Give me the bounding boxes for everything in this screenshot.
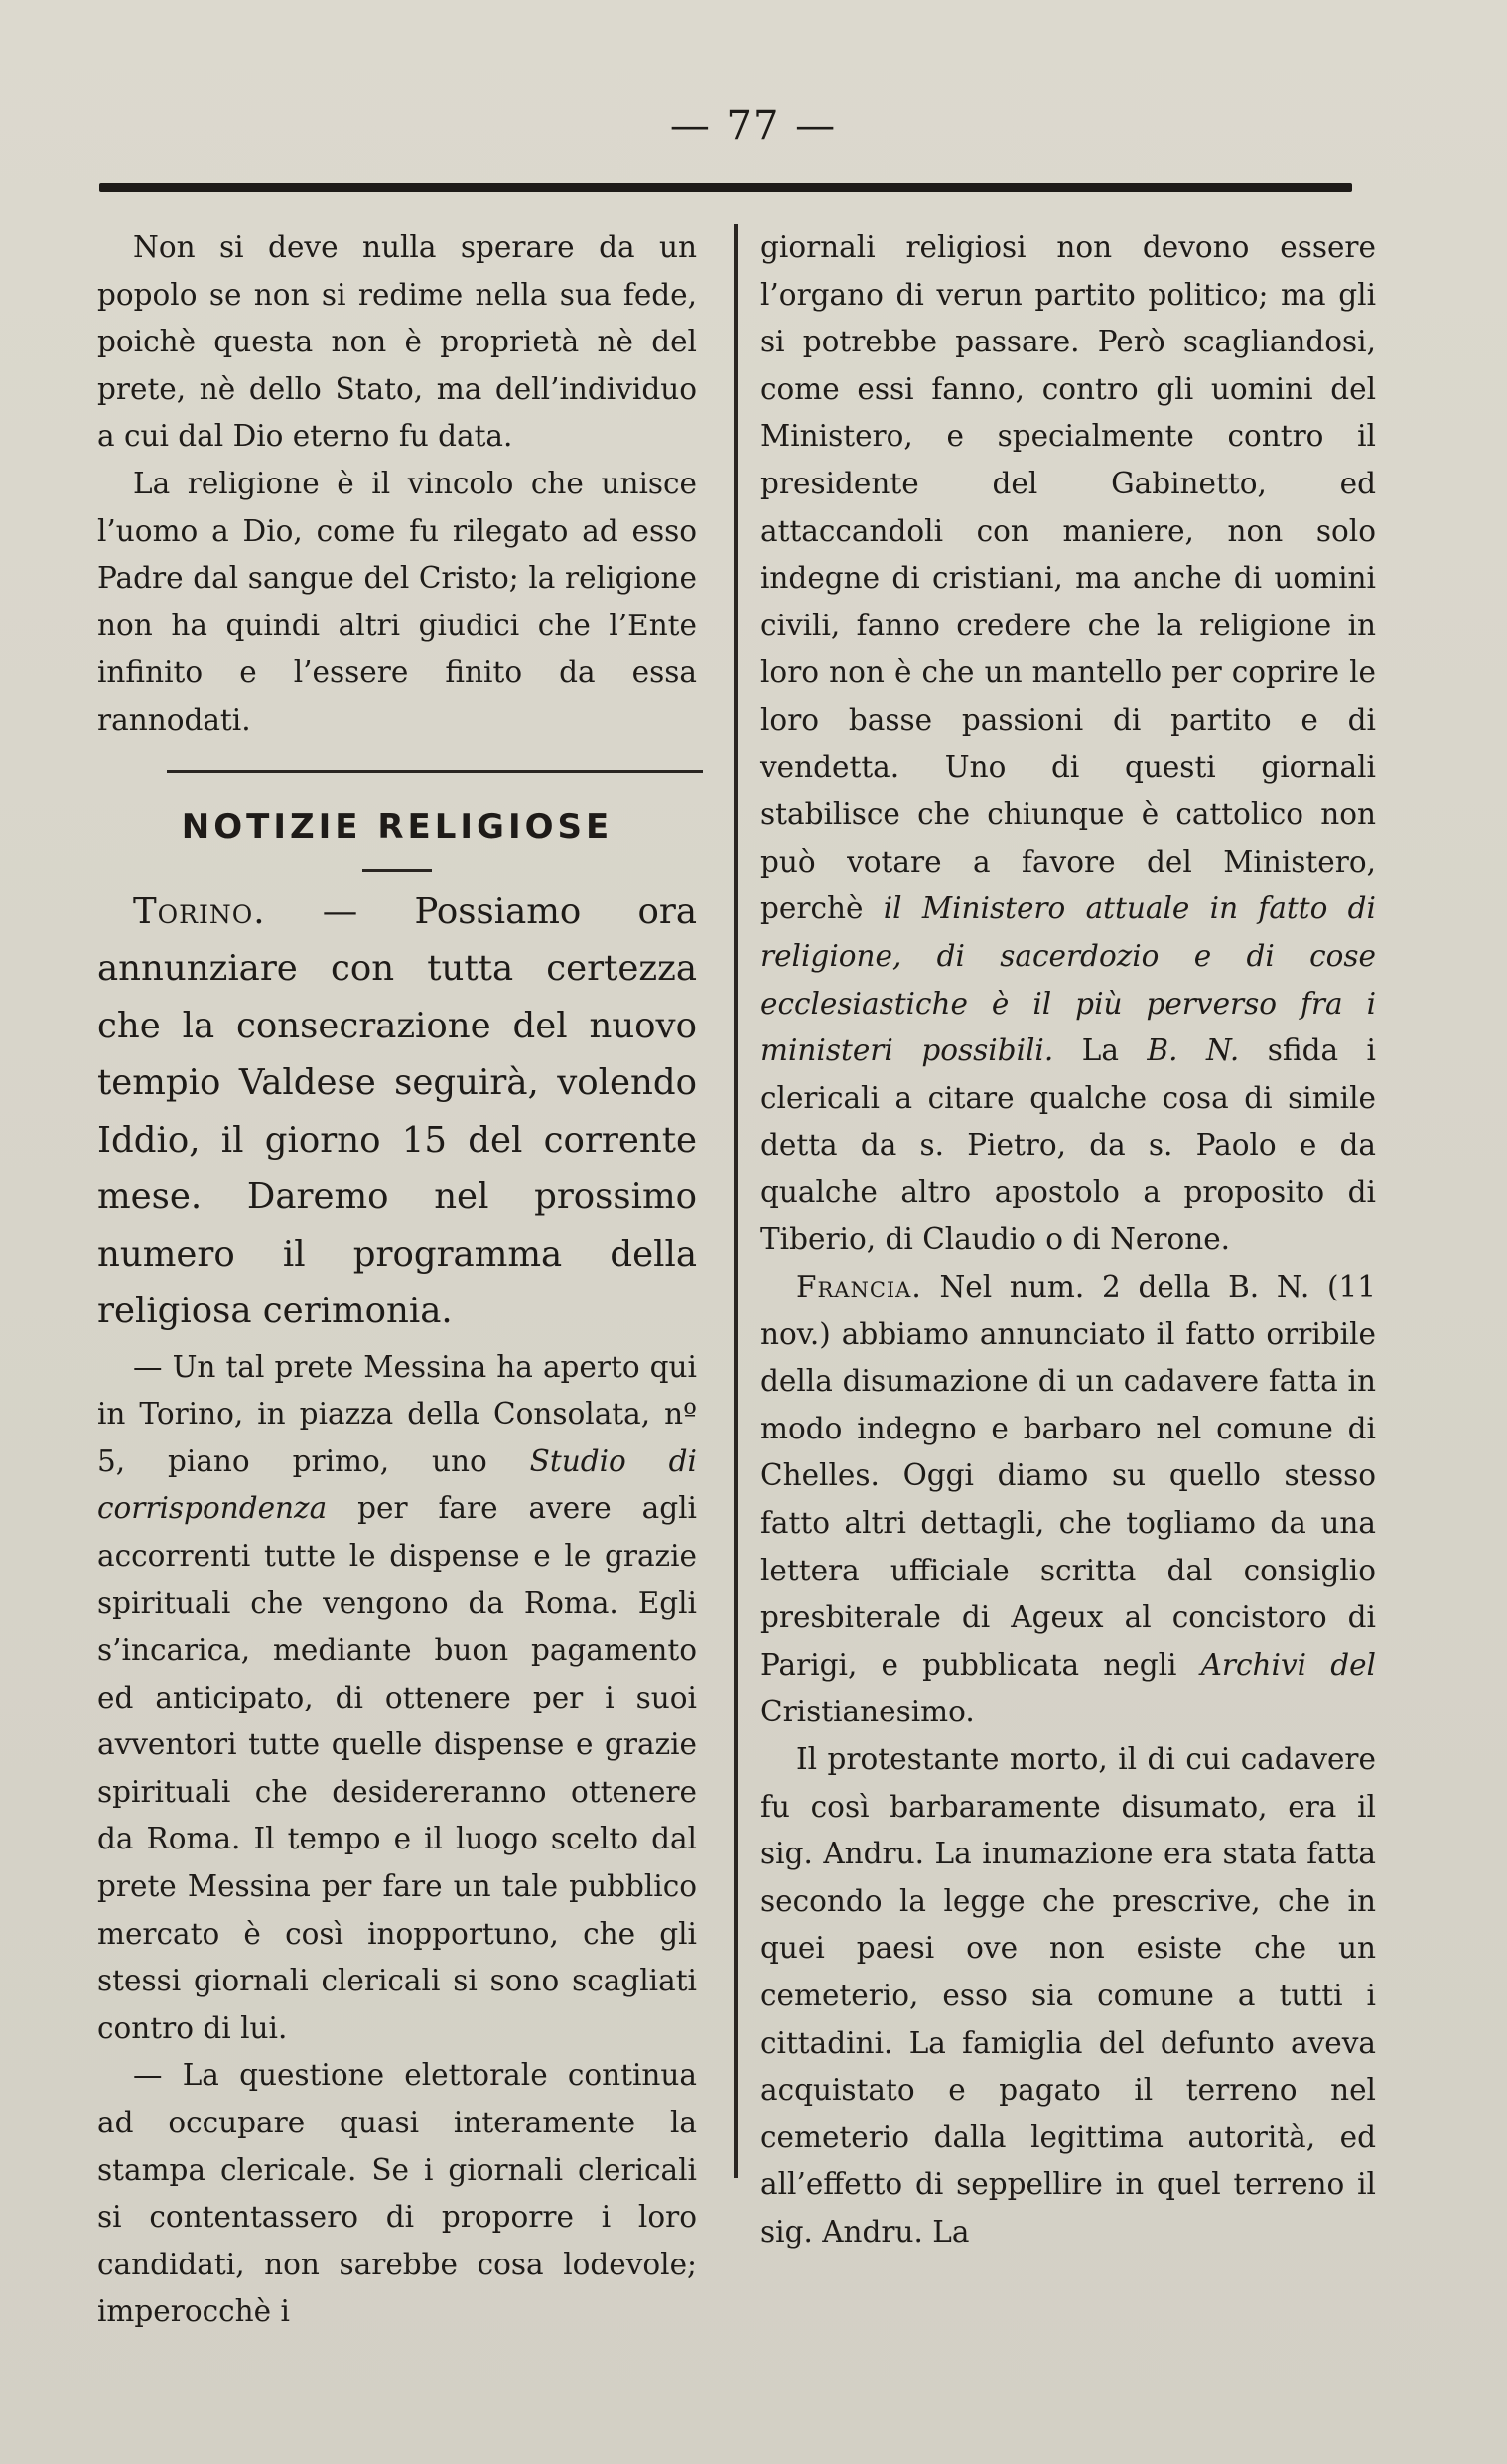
francia-text-italic: Archivi del <box>1200 1647 1376 1682</box>
electoral-news-item: — La questione elettorale continua ad occupare quasi interamente la stampa clericale. Se i giornali clericali si contentassero di proporre i loro candidati, non sarebbe cosa lodevole; imperocchè i <box>97 2058 697 2329</box>
continued-text-part3: sfida i clericali a citare qualche cosa di simile detta da s. Pietro, da s. Paolo e da qualche altro apostolo a proposito di Tiberio, di Claudio o di Nerone. <box>760 1033 1376 1257</box>
intro-paragraph: Non si deve nulla sperare da un popolo se non si redime nella sua fede, poichè questa non è proprietà nè del prete, nè dello Stato, ma dell’individuo a cui dal Dio eterno fu data. <box>97 230 697 454</box>
messina-text-part1: — Un tal prete Messina ha aperto qui in Torino, in piazza della Consolata, nº 5, piano primo, uno <box>97 1349 697 1478</box>
page-number: — 77 — <box>669 103 838 149</box>
messina-text-italic: Studio di corrispondenza <box>97 1443 697 1526</box>
protestant-paragraph: Il protestante morto, il di cui cadavere fu così barbaramente disumato, era il sig. Andru. La inumazione era stata fatta secondo la legge che prescrive, che in quei paesi ove non esiste che un cemeterio, esso sia comune a tutti i cittadini. La famiglia del defunto aveva acquistato e pagato il terreno nel cemeterio dalla legittima autorità, ed all’effetto di seppellire in quel terreno il sig. Andru. La <box>760 1742 1376 2249</box>
column-divider <box>734 224 738 2178</box>
right-column <box>760 224 1376 2257</box>
header-rule <box>99 183 1352 192</box>
section-divider <box>167 770 703 773</box>
messina-news-item <box>97 1344 697 2053</box>
section-title-underline <box>362 869 432 872</box>
left-lower-block <box>97 1344 697 2336</box>
francia-text-part1: Nel num. 2 della B. N. (11 nov.) abbiamo annunciato il fatto orribile della disumazione di un cadavere fatta in modo indegno e barbaro nel comune di Chelles. Oggi diamo su quello stesso fatto altri dettagli, che togliamo da una lettera ufficiale scritta dal consiglio presbiterale di Ageux al concistoro di Parigi, e pubblicata negli <box>760 1270 1376 1682</box>
messina-text-part2: per fare avere agli accorrenti tutte le dispense e le grazie spirituali che vengono da Roma. Egli s’incarica, mediante buon pagamento ed anticipato, di ottenere per i suoi avventori tutte quelle dispense e grazie spirituali che desidereranno ottenere da Roma. Il tempo e il luogo scelto dal prete Messina per fare un tale pubblico mercato è così inopportuno, che gli stessi giornali clericali si sono scagliati contro di lui. <box>97 1491 697 2045</box>
section-title: NOTIZIE RELIGIOSE <box>181 806 614 847</box>
torino-news-item <box>97 884 697 1340</box>
francia-news-item <box>760 1264 1376 1736</box>
continued-text-part2: La <box>1053 1033 1148 1068</box>
torino-text: — Possiamo ora annunziare con tutta certezza che la consecrazione del nuovo tempio Valdese seguirà, volendo Iddio, il giorno 15 del corrente mese. Daremo nel prossimo numero il programma della religiosa cerimonia. <box>97 890 697 1332</box>
continued-text-italic: il Ministero attuale in fatto di religione, di sacerdozio e di cose ecclesiastiche è il più perverso fra i ministeri possibili. <box>760 891 1376 1068</box>
continued-text-part1: giornali religiosi non devono essere l’organo di verun partito politico; ma gli si potrebbe passare. Però scagliandosi, come essi fanno, contro gli uomini del Ministero, e specialmente contro il presidente del Gabinetto, ed attaccandoli con maniere, non solo indegne di cristiani, ma anche di uomini civili, fanno credere che la religione in loro non è che un mantello per coprire le loro basse passioni di partito e di vendetta. Uno di questi giornali stabilisce che chiunque è cattolico non può votare a favore del Ministero, perchè <box>760 230 1376 926</box>
torino-label: Torino. <box>133 890 266 932</box>
francia-label: Francia. <box>796 1270 922 1304</box>
left-column <box>97 224 697 2336</box>
continued-paragraph <box>760 224 1376 1264</box>
francia-text-part2: Cristianesimo. <box>760 1695 975 1729</box>
religion-paragraph: La religione è il vincolo che unisce l’uomo a Dio, come fu rilegato ad esso Padre dal sangue del Cristo; la religione non ha quindi altri giudici che l’Ente infinito e l’essere finito da essa rannodati. <box>97 466 697 737</box>
bn-abbreviation: B. N. <box>1147 1033 1240 1068</box>
